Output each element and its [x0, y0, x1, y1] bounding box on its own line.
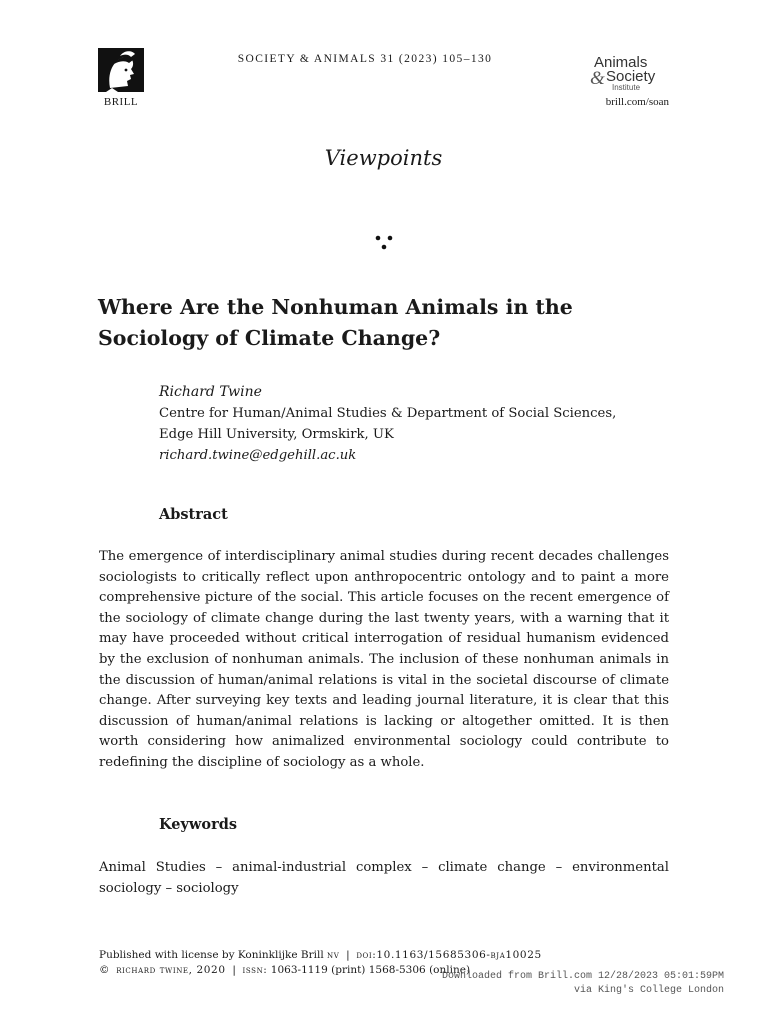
- logo-text-animals: Animals: [594, 54, 648, 71]
- logo-ampersand: &: [590, 68, 605, 89]
- animals-society-institute-logo: [586, 54, 670, 94]
- author-block: [159, 382, 669, 466]
- journal-citation: SOCIETY & ANIMALS 31 (2023) 105–130: [237, 53, 493, 65]
- abstract-text: The emergence of interdisciplinary animal studies during recent decades challenges sociologists to critically reflect upon anthropocentric ontology and to paint a more comprehensive picture of the social. This article focuses on the recent emergence of the sociology of climate change during the last twenty years, with a warning that it may have proceeded without critical interrogation of residual humanism evidenced by the exclusion of nonhuman animals. The inclusion of these nonhuman animals in the discussion of human/animal relations is vital in the societal discourse of climate change. After surveying key texts and leading journal literature, it is clear that this discussion of human/animal relations is lacking or altogether omitted. It is then worth considering how animalized environmental sociology could contribute to redefining the discipline of sociology as a whole.: [99, 549, 669, 770]
- copyright-symbol: ©: [99, 964, 110, 976]
- affiliation-line-2: Edge Hill University, Ormskirk, UK: [159, 427, 394, 442]
- logo-text-society: Society: [606, 68, 656, 85]
- download-line-2: via King's College London: [573, 985, 724, 996]
- keywords-heading: Keywords: [159, 816, 238, 833]
- separator: |: [232, 964, 236, 976]
- issn-numbers: 1063-1119 (print) 1568-5306 (online): [270, 964, 471, 976]
- helmeted-head-logo-icon: [98, 48, 144, 92]
- issn-label: issn:: [242, 964, 268, 976]
- license-text: Published with license by Koninklijke Brill: [99, 949, 324, 961]
- doi-link[interactable]: doi:10.1163/15685306-bja10025: [356, 949, 542, 961]
- download-line-1: Downloaded from Brill.com 12/28/2023 05:01:59PM: [441, 971, 724, 982]
- separator: |: [346, 949, 350, 961]
- copyright-holder: richard twine, 2020: [116, 964, 226, 976]
- logo-text-institute: Institute: [612, 83, 641, 92]
- author-email-link[interactable]: richard.twine@edgehill.ac.uk: [159, 448, 357, 463]
- publisher-suffix: nv: [327, 949, 340, 961]
- download-watermark: [420, 970, 724, 998]
- publisher-name: BRILL: [103, 96, 139, 108]
- ornament-dots-icon: [370, 232, 398, 254]
- journal-url-link[interactable]: brill.com/soan: [605, 96, 669, 108]
- keywords-text: Animal Studies – animal-industrial complex – climate change – environmental sociology – sociology: [99, 860, 669, 896]
- article-title: Where Are the Nonhuman Animals in the Sociology of Climate Change?: [98, 295, 573, 350]
- section-title: Viewpoints: [324, 146, 443, 170]
- abstract-heading: Abstract: [159, 506, 228, 523]
- brill-logo: [98, 48, 144, 92]
- author-name: Richard Twine: [159, 384, 262, 400]
- footer-license-line: [99, 948, 699, 963]
- affiliation-line-1: Centre for Human/Animal Studies & Department of Social Sciences,: [159, 406, 617, 421]
